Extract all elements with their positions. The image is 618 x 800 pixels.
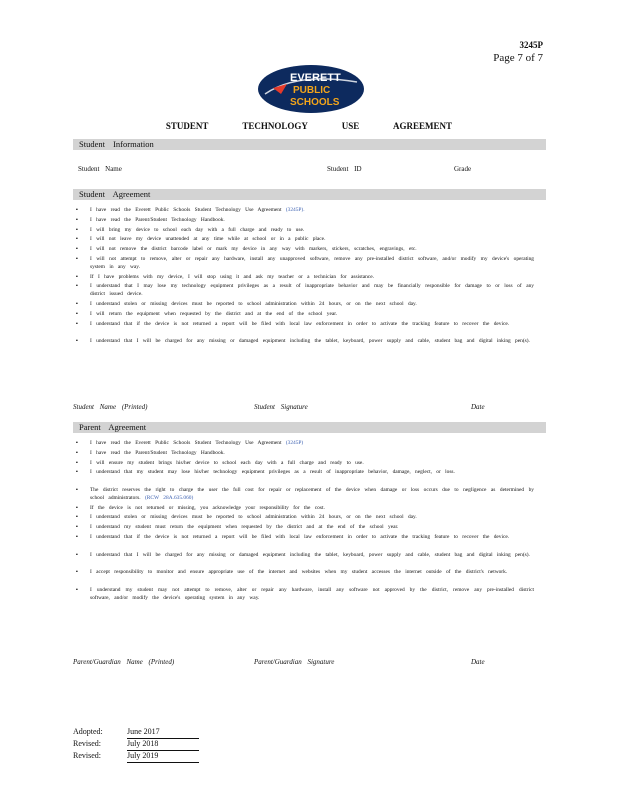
footer-row xyxy=(73,727,199,739)
policy-reference: (3245P) xyxy=(285,440,304,446)
agreement-item-text xyxy=(90,227,534,235)
bullet-icon: ▪ xyxy=(76,246,78,253)
district-logo xyxy=(257,64,365,114)
footer-date: July 2019 xyxy=(127,751,199,763)
student-signature-label: Student Signature xyxy=(254,403,308,411)
footer-date: June 2017 xyxy=(127,727,199,739)
bullet-icon: ▪ xyxy=(76,551,78,558)
agreement-item-text xyxy=(90,460,534,468)
item-statement: I have read the Everett Public Schools Student Technology Use Agreement xyxy=(90,207,282,213)
agreement-item xyxy=(76,217,534,225)
footer-label: Adopted: xyxy=(73,727,103,736)
agreement-item xyxy=(76,487,534,503)
item-statement: I accept responsibility to monitor and ensure appropriate use of the internet and websites when my student accesses the internet outside of the district's network. xyxy=(90,569,508,576)
bullet-icon: ▪ xyxy=(76,487,78,493)
agreement-item-text xyxy=(90,524,534,532)
bullet-icon: ▪ xyxy=(76,207,78,213)
logo-line-1: EVERETT xyxy=(290,72,341,84)
agreement-item xyxy=(76,283,534,299)
agreement-item-text xyxy=(90,534,534,542)
agreement-item xyxy=(76,274,534,282)
item-statement: I understand that I will be charged for any missing or damaged equipment including the tablet, keyboard, power supply and cable, student bag and digital inking pen(s). xyxy=(90,338,530,345)
agreement-item-text xyxy=(90,552,534,560)
bullet-icon: ▪ xyxy=(76,283,78,290)
item-statement: I understand that I may lose my technology equipment privileges as a result of inappropriate behavior and may be financially responsible for damage to or loss of any district issued device. xyxy=(90,283,534,298)
item-statement: I understand that my student may lose his/her technology equipment privileges as a result of inappropriate behavior, damage, neglect, or loss. xyxy=(90,469,455,476)
agreement-item-text xyxy=(90,505,534,513)
agreement-item xyxy=(76,534,534,542)
agreement-item-text xyxy=(90,569,534,577)
agreement-item xyxy=(76,301,534,309)
agreement-item xyxy=(76,227,534,235)
bullet-icon: ▪ xyxy=(76,216,78,223)
grade-label: Grade xyxy=(454,165,472,173)
agreement-item xyxy=(76,524,534,532)
agreement-item xyxy=(76,338,534,346)
agreement-item xyxy=(76,552,534,560)
agreement-item xyxy=(76,236,534,244)
parent-printed-name-label: Parent/Guardian Name (Printed) xyxy=(73,658,175,666)
agreement-item xyxy=(76,440,534,448)
logo-line-2: PUBLIC xyxy=(293,85,331,96)
item-statement: I will ensure my student brings his/her device to school each day with a full charge and ready to use. xyxy=(90,459,364,466)
item-statement: I will bring my device to school each day with a full charge and ready to use. xyxy=(90,226,305,233)
student-agreement-band: Student Agreement xyxy=(73,189,546,200)
bullet-icon: ▪ xyxy=(76,310,78,317)
footer-row xyxy=(73,751,199,763)
item-statement: I have read the Everett Public Schools Student Technology Use Agreement xyxy=(90,440,282,446)
bullet-icon: ▪ xyxy=(76,338,78,345)
bullet-icon: ▪ xyxy=(76,534,78,540)
item-statement: I understand stolen or missing devices must be reported to school administration within 24 hours, or on the next school day. xyxy=(90,301,417,307)
policy-code: 3245P xyxy=(519,40,543,50)
bullet-icon: ▪ xyxy=(76,524,78,531)
agreement-item-text xyxy=(90,440,534,448)
bullet-icon: ▪ xyxy=(76,449,78,456)
parent-signature-label: Parent/Guardian Signature xyxy=(254,658,335,666)
agreement-item xyxy=(76,450,534,458)
item-statement: I have read the Parent/Student Technology Handbook. xyxy=(90,449,225,456)
page-title: STUDENT TECHNOLOGY USE AGREEMENT xyxy=(165,121,453,131)
agreement-item xyxy=(76,321,534,329)
student-date-label: Date xyxy=(471,403,485,411)
footer-history xyxy=(73,727,199,763)
item-statement: If I have problems with my device, I will stop using it and ask my teacher or a technician for assistance. xyxy=(90,273,374,280)
parent-date-label: Date xyxy=(471,658,485,666)
agreement-item xyxy=(76,207,534,215)
agreement-item xyxy=(76,460,534,468)
bullet-icon: ▪ xyxy=(76,514,78,521)
agreement-item-text xyxy=(90,246,534,254)
bullet-icon: ▪ xyxy=(76,236,78,243)
bullet-icon: ▪ xyxy=(76,273,78,280)
item-statement: I will not leave my device unattended at any time while at school or in a public place. xyxy=(90,236,326,243)
parent-agreement-band: Parent Agreement xyxy=(73,422,546,433)
agreement-item-text xyxy=(90,338,534,346)
student-info-band: Student Information xyxy=(73,139,546,150)
bullet-icon: ▪ xyxy=(76,256,78,262)
agreement-item-text xyxy=(90,311,534,319)
agreement-item xyxy=(76,469,534,477)
agreement-item-text xyxy=(90,469,534,477)
agreement-item-text xyxy=(90,256,534,272)
policy-reference: (3245P). xyxy=(285,207,305,213)
agreement-item-text xyxy=(90,274,534,282)
agreement-item-text xyxy=(90,283,534,299)
item-statement: I will return the equipment when requested by the district and at the end of the school year. xyxy=(90,310,338,317)
bullet-icon: ▪ xyxy=(76,320,78,327)
item-statement: The district reserves the right to charge the user the full cost for repair or replacement of the device when damage or loss occurs due to negligence as determined by school administrators. xyxy=(90,487,534,501)
footer-label: Revised: xyxy=(73,751,101,760)
agreement-item-text xyxy=(90,301,534,309)
bullet-icon: ▪ xyxy=(76,469,78,476)
bullet-icon: ▪ xyxy=(76,586,78,593)
logo-line-3: SCHOOLS xyxy=(290,97,340,108)
bullet-icon: ▪ xyxy=(76,504,78,511)
agreement-item-text xyxy=(90,236,534,244)
footer-row xyxy=(73,739,199,751)
student-printed-name-label: Student Name (Printed) xyxy=(73,403,148,411)
item-statement: I understand stolen or missing devices must be reported to school administration within 24 hours, or on the next school day. xyxy=(90,514,417,521)
item-statement: I understand that if the device is not returned a report will be filed with local law enforcement in order to activate the tracking feature to recover the device. xyxy=(90,320,510,327)
item-statement: I will not attempt to remove, alter or repair any hardware, install any unapproved software, remove any pre-installed district software, and/or modify my device's operating system in any way. xyxy=(90,256,534,270)
agreement-item xyxy=(76,569,534,577)
policy-reference: (RCW 28A.635.060) xyxy=(144,494,194,501)
footer-date: July 2018 xyxy=(127,739,199,751)
agreement-item xyxy=(76,505,534,513)
item-statement: I understand that I will be charged for any missing or damaged equipment including the tablet, keyboard, power supply and cable, student bag and digital inking pen(s). xyxy=(90,551,530,558)
bullet-icon: ▪ xyxy=(76,569,78,576)
agreement-item-text xyxy=(90,487,534,503)
page-number: Page 7 of 7 xyxy=(493,52,543,64)
agreement-item xyxy=(76,311,534,319)
agreement-item xyxy=(76,246,534,254)
item-statement: I understand my student may not attempt to remove, alter or repair any hardware, install any software not approved by the district, remove any pre-installed district software, and/or modify the device's operating system in any way. xyxy=(90,586,534,601)
bullet-icon: ▪ xyxy=(76,301,78,307)
agreement-item-text xyxy=(90,217,534,225)
agreement-item xyxy=(76,514,534,522)
agreement-item xyxy=(76,587,534,603)
student-id-label: Student ID xyxy=(327,165,362,173)
footer-label: Revised: xyxy=(73,739,101,748)
item-statement: I will not remove the district barcode label or mark my device in any way with markers, stickers, scratches, engravings, etc. xyxy=(90,246,417,253)
agreement-item-text xyxy=(90,587,534,603)
item-statement: I understand my student must return the equipment when requested by the district and at the end of the school year. xyxy=(90,524,399,531)
item-statement: If the device is not returned or missing, you acknowledge your responsibility for the cost. xyxy=(90,504,325,511)
agreement-item-text xyxy=(90,514,534,522)
bullet-icon: ▪ xyxy=(76,459,78,466)
agreement-item-text xyxy=(90,450,534,458)
student-name-label: Student Name xyxy=(78,165,122,173)
bullet-icon: ▪ xyxy=(76,226,78,233)
agreement-item-text xyxy=(90,207,534,215)
agreement-item-text xyxy=(90,321,534,329)
item-statement: I understand that if the device is not returned a report will be filed with local law enforcement in order to activate the tracking feature to recover the device. xyxy=(90,534,510,540)
bullet-icon: ▪ xyxy=(76,440,78,446)
item-statement: I have read the Parent/Student Technology Handbook. xyxy=(90,216,225,223)
agreement-item xyxy=(76,256,534,272)
